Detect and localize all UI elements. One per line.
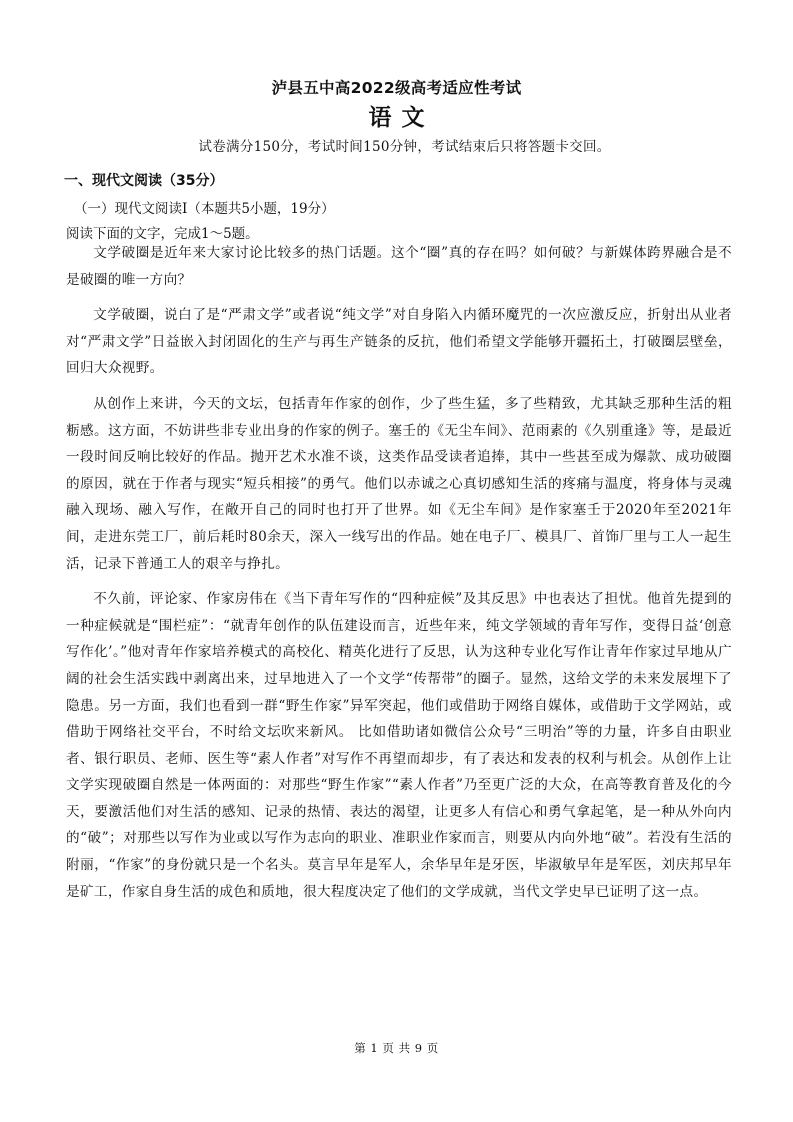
- page-footer: 第 1 页 共 9 页: [354, 1041, 439, 1055]
- subject-title: 语文: [368, 104, 435, 131]
- exam-title: 泸县五中高2022级高考适应性考试: [271, 79, 522, 97]
- passage: [66, 240, 732, 914]
- passage-paragraph: 从创作上来讲，今天的文坛，包括青年作家的创作，少了些生猛，多了些精致，尤其缺乏那种生活的粗粝感。这方面，不妨讲些非专业出身的作家的例子。塞壬的《无尘车间》、范雨素的《久别重逢》等，是最近一段时间反响比较好的作品。抛开艺术水准不谈，这类作品受读者追捧，其中一些甚至成为爆款、成功破圈的原因，就在于作者与现实“短兵相接”的勇气。他们以赤诚之心真切感知生活的疼痛与温度，将身体与灵魂融入现场、融入写作，在敞开自己的同时也打开了世界。如《无尘车间》是作家塞壬于2020年至2021年间，走进东莞工厂，前后耗时80余天，深入一线写出的作品。她在电子厂、模具厂、首饰厂里与工人一起生活，记录下普通工人的艰辛与挣扎。: [66, 395, 732, 572]
- subsection-heading: （一）现代文阅读Ⅰ（本题共5小题，19分）: [74, 201, 335, 217]
- passage-paragraph: 文学破圈是近年来大家讨论比较多的热门话题。这个“圈”真的存在吗？如何破？与新媒体跨界融合是不是破圈的唯一方向？: [66, 245, 732, 288]
- section-heading: 一、现代文阅读（35分）: [64, 173, 224, 189]
- passage-paragraph: 不久前，评论家、作家房伟在《当下青年写作的“四种症候”及其反思》中也表达了担忧。他首先提到的一种症候就是“围栏症”：“就青年创作的队伍建设而言，近些年来，纯文学领域的青年写作，变得日益‘创意写作化’。”他对青年作家培养模式的高校化、精英化进行了反思，认为这种专业化写作让青年作家过早地从广阔的社会生活实践中剥离出来，过早地进入了一个文学“传帮带”的圈子。显然，这给文学的未来发展埋下了隐患。另一方面，我们也看到一群“野生作家”异军突起，他们或借助于网络自媒体，或借助于文学网站，或借助于网络社交平台，不时给文坛吹来新风。 比如借助诸如微信公众号“三明治”等的力量，许多自由职业者、银行职员、老师、医生等“素人作者”对写作不再望而却步，有了表达和发表的权利与机会。从创作上让文学实现破圈自然是一体两面的：对那些“野生作家”“素人作者”乃至更广泛的大众，在高等教育普及化的今天，要激活他们对生活的感知、记录的热情、表达的渴望，让更多人有信心和勇气拿起笔，是一种从外向内的“破”；对那些以写作为业或以写作为志向的职业、准职业作家而言，则要从内向外地“破”。若没有生活的附丽，“作家”的身份就只是一个名头。莫言早年是军人，余华早年是牙医，毕淑敏早年是军医，刘庆邦早年是矿工，作家自身生活的成色和质地，很大程度决定了他们的文学成就，当代文学史早已证明了这一点。: [66, 591, 732, 900]
- reading-instruction: 阅读下面的文字，完成1～5题。: [66, 226, 259, 242]
- exam-info: 试卷满分150分，考试时间150分钟，考试结束后只将答题卡交回。: [198, 139, 611, 155]
- passage-paragraph: 文学破圈，说白了是“严肃文学”或者说“纯文学”对自身陷入内循环魔咒的一次应激反应，折射出从业者对“严肃文学”日益嵌入封闭固化的生产与再生产链条的反抗，他们希望文学能够开疆拓土，打破圈层壁垒，回归大众视野。: [66, 307, 732, 377]
